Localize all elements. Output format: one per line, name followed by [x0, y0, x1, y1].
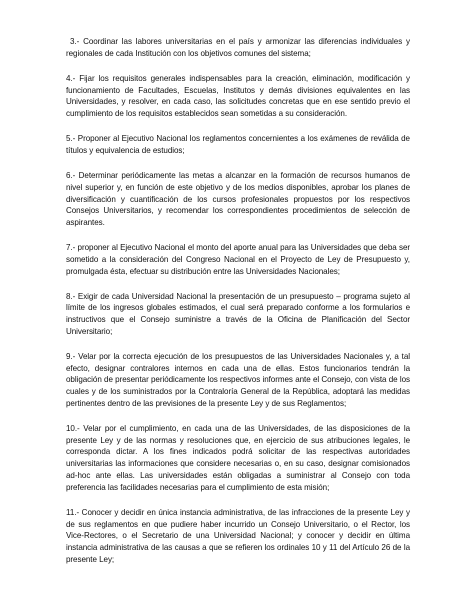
paragraph-item-4: 4.- Fijar los requisitos generales indispensables para la creación, eliminación, modificación y funcionamiento de Facultades, Escuelas, Institutos y demás divisiones equivalentes en las Universidades, y resolver, en cada caso, las solicitudes concretas que en ese sentido previo el cumplimiento de los requisitos establecidos sean sometidas a su consideración.	[66, 73, 410, 119]
document-body	[66, 36, 410, 579]
paragraph-item-10: 10.- Velar por el cumplimiento, en cada una de las Universidades, de las disposiciones de la presente Ley y de las normas y resoluciones que, en ejercicio de sus atribuciones legales, le corresponda dictar. A los fines indicados podrá solicitar de las respectivas autoridades universitarias las informaciones que considere necesarias o, en su caso, designar comisionados ad-hoc ante ellas. Las universidades están obligadas a suministrar al Consejo con toda preferencia las facilidades necesarias para el cumplimiento de esta misión;	[66, 424, 410, 492]
paragraph-item-3: 3.- Coordinar las labores universitarias en el país y armonizar las diferencias individuales y regionales de cada Institución con los objetivos comunes del sistema;	[66, 37, 410, 58]
paragraph-item-8: 8.- Exigir de cada Universidad Nacional la presentación de un presupuesto – programa sujeto al límite de los ingresos globales estimados, el cual será preparado conforme a los formularios e instructivos que el Consejo suministre a través de la Oficina de Planificación del Sector Universitario;	[66, 291, 410, 336]
paragraph-item-11: 11.- Conocer y decidir en única instancia administrativa, de las infracciones de la presente Ley y de sus reglamentos en que pudiere haber incurrido un Consejo Universitario, o el Rector, los Vice-Rectores, o el Secretario de una Universidad Nacional; y conocer y decidir en última instancia administrativa de las causas a que se refieren los ordinales 10 y 11 del Artículo 26 de la presente Ley;	[66, 507, 410, 564]
paragraph-item-6: 6.- Determinar periódicamente las metas a alcanzar en la formación de recursos humanos de nivel superior y, en función de este objetivo y de los medios disponibles, aprobar los planes de diversificación y cuantificación de los cursos profesionales propuestos por los respectivos Consejos Universitarios, y recomendar los correspondientes procedimientos de selección de aspirantes.	[66, 171, 410, 227]
paragraph-item-7: 7.- proponer al Ejecutivo Nacional el monto del aporte anual para las Universidades que deba ser sometido a la consideración del Congreso Nacional en el Proyecto de Ley de Presupuesto y, promulgada ésta, efectuar su distribución entre las Universidades Nacionales;	[66, 243, 410, 276]
paragraph-item-5: 5.- Proponer al Ejecutivo Nacional los reglamentos concernientes a los exámenes de reválida de títulos y equivalencia de estudios;	[66, 134, 410, 155]
paragraph-item-9: 9.- Velar por la correcta ejecución de los presupuestos de las Universidades Nacionales y, a tal efecto, designar contralores internos en cada una de ellas. Estos funcionarios tendrán la obligación de presentar periódicamente los respectivos informes ante el Consejo, con vista de los cuales y de los suministrados por la Contraloría General de la República, adoptará las medidas pertinentes dentro de las previsiones de la presente Ley y de sus Reglamentos;	[66, 352, 410, 408]
